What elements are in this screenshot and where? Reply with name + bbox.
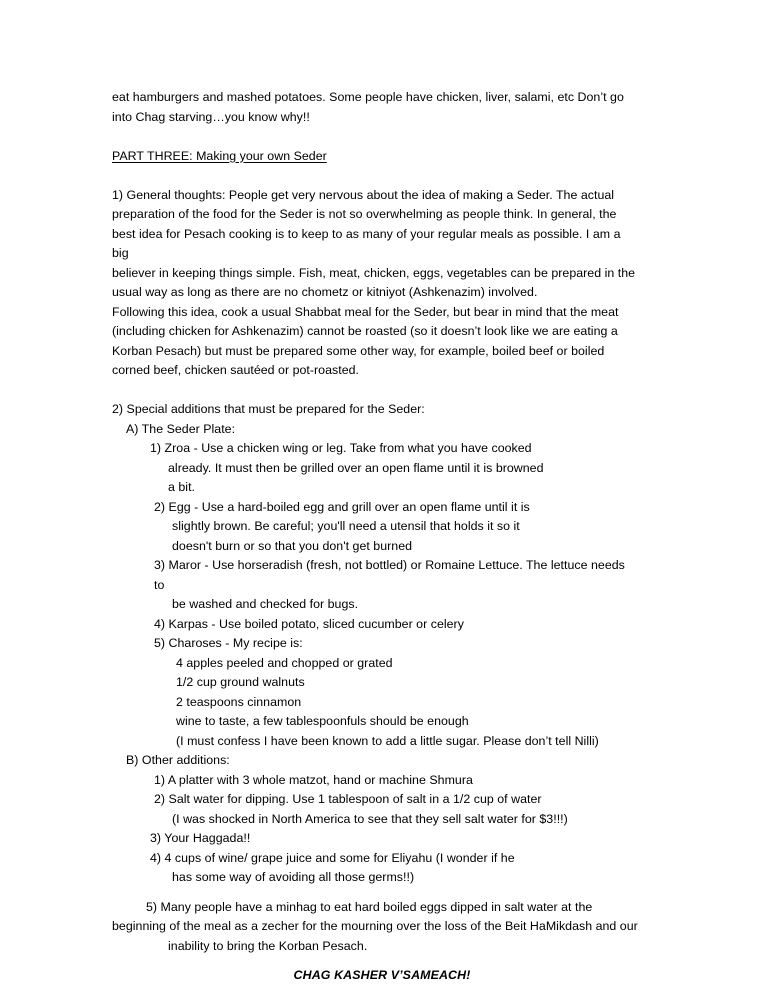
closing-blessing: CHAG KASHER V’SAMEACH! — [293, 968, 471, 982]
heading-run-1: PART THREE: Making your own — [112, 148, 294, 163]
spacer — [112, 888, 638, 898]
spacer — [112, 127, 638, 147]
general-thoughts-line-2: preparation of the food for the Seder is not so overwhelming as people think. In general, the — [112, 207, 617, 221]
part-three-heading — [112, 147, 638, 167]
intro-line-1: eat hamburgers and mashed potatoes. Some people have chicken, liver, salami, etc Don’t go — [112, 90, 624, 104]
general-thoughts-line-6: Following this idea, cook a usual Shabbat meal for the Seder, but bear in mind that the meat — [112, 304, 619, 319]
charoses-note: (I must confess I have been known to add a little sugar. Please don’t tell Nilli) — [176, 733, 599, 748]
other-additions-item-5-line-3: inability to bring the Korban Pesach. — [168, 938, 368, 953]
general-thoughts-line-8: Korban Pesach) but must be prepared some other way, for example, boiled beef or boiled — [112, 343, 605, 358]
general-thoughts-line-5: usual way as long as there are no chometz or kitniyot (Ashkenazim) involved. — [112, 285, 538, 299]
heading-run-2: Seder — [293, 148, 327, 163]
general-thoughts-line-9: corned beef, chicken sautéed or pot-roasted. — [112, 363, 359, 377]
seder-plate-heading: A) The Seder Plate: — [126, 421, 236, 436]
other-additions-item-4-line-1: 4) 4 cups of wine/ grape juice and some for Eliyahu (I wonder if he — [150, 850, 515, 865]
spacer — [112, 956, 638, 966]
intro-line-2: into Chag starving…you know why!! — [112, 109, 310, 124]
general-thoughts-line-4: believer in keeping things simple. Fish, meat, chicken, eggs, vegetables can be prepared in the — [112, 265, 636, 280]
seder-plate-item-2-line-3: doesn't burn or so that you don't get burned — [172, 538, 413, 553]
other-additions-item-2-line-2: (I was shocked in North America to see that they sell salt water for $3!!!) — [172, 811, 568, 826]
other-additions-item-2-line-1: 2) Salt water for dipping. Use 1 tablespoon of salt in a 1/2 cup of water — [154, 792, 542, 806]
seder-plate-item-5: 5) Charoses - My recipe is: — [154, 636, 303, 650]
charoses-ingredient-4: wine to taste, a few tablespoonfuls should be enough — [176, 714, 469, 728]
other-additions-item-1: 1) A platter with 3 whole matzot, hand or machine Shmura — [154, 772, 473, 787]
document-body — [112, 88, 638, 986]
charoses-ingredient-3: 2 teaspoons cinnamon — [176, 694, 302, 709]
general-thoughts-line-7: (including chicken for Ashkenazim) cannot be roasted (so it doesn’t look like we are eating a — [112, 324, 618, 338]
seder-plate-item-1-line-1: 1) Zroa - Use a chicken wing or leg. Take from what you have cooked — [150, 441, 532, 455]
charoses-ingredient-1: 4 apples peeled and chopped or grated — [176, 655, 393, 670]
seder-plate-item-1-line-3: a bit. — [168, 480, 196, 494]
other-additions-item-5-line-1: 5) Many people have a minhag to eat hard boiled eggs dipped in salt water at the — [146, 899, 593, 914]
seder-plate-item-3-line-2: be washed and checked for bugs. — [172, 597, 359, 611]
seder-plate-item-1-line-2: already. It must then be grilled over an open flame until it is browned — [168, 460, 544, 475]
seder-plate-item-4: 4) Karpas - Use boiled potato, sliced cucumber or celery — [154, 616, 464, 631]
special-additions-heading: 2) Special additions that must be prepared for the Seder: — [112, 402, 425, 416]
other-additions-heading: B) Other additions: — [126, 753, 230, 767]
seder-plate-item-2-line-1: 2) Egg - Use a hard-boiled egg and grill over an open flame until it is — [154, 499, 530, 514]
charoses-ingredient-2: 1/2 cup ground walnuts — [176, 675, 305, 689]
spacer — [112, 166, 638, 186]
general-thoughts-line-1: 1) General thoughts: People get very nervous about the idea of making a Seder. The actual — [112, 187, 615, 202]
other-additions-item-3: 3) Your Haggada!! — [150, 831, 251, 845]
spacer — [112, 381, 638, 401]
general-thoughts-line-3: best idea for Pesach cooking is to keep to as many of your regular meals as possible. I am a big — [112, 226, 621, 260]
other-additions-item-4-line-2: has some way of avoiding all those germs!!) — [172, 870, 415, 884]
other-additions-item-5-line-2: beginning of the meal as a zecher for the mourning over the loss of the Beit HaMikdash and our — [112, 919, 638, 933]
seder-plate-item-3-line-1: 3) Maror - Use horseradish (fresh, not bottled) or Romaine Lettuce. The lettuce needs to — [154, 558, 625, 592]
seder-plate-item-2-line-2: slightly brown. Be careful; you'll need a utensil that holds it so it — [172, 519, 520, 533]
